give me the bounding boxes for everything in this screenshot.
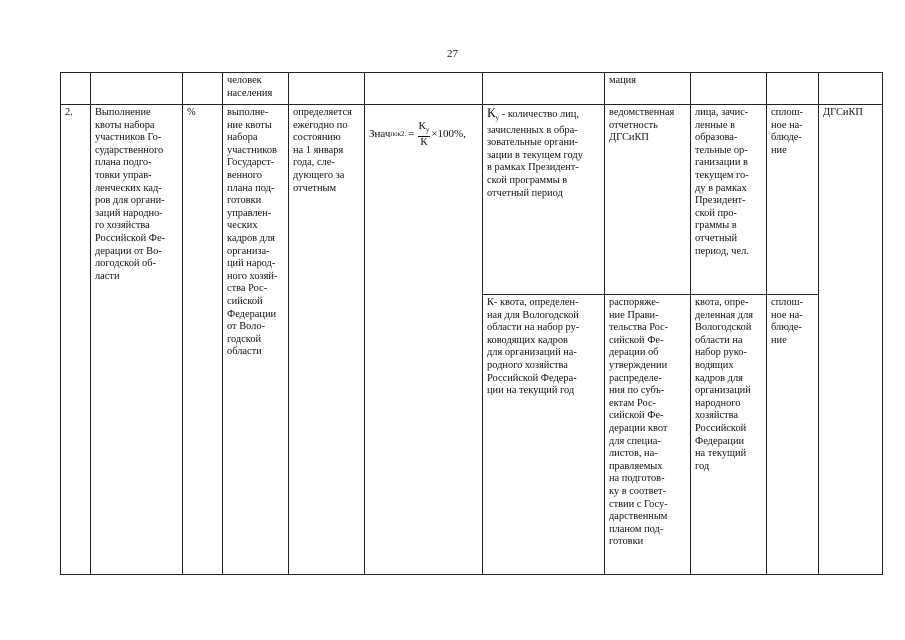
- data-source-ku: [605, 105, 691, 295]
- text-line: ние: [771, 334, 787, 346]
- header-cell-7: [483, 73, 605, 105]
- text-line: плана подго-: [95, 157, 152, 169]
- text-line: К- квота, определен-: [487, 297, 579, 308]
- text-line: состоянию: [293, 132, 341, 144]
- text-line: квота, опре-: [695, 297, 749, 308]
- text-line: Вологодской: [695, 322, 752, 334]
- text-line: набора: [227, 132, 258, 144]
- text-line: Российской Федера-: [487, 372, 577, 384]
- text-line: определяется: [293, 107, 352, 118]
- text-line: ской программы в: [487, 175, 568, 187]
- text-line: для специа-: [609, 435, 661, 447]
- unit-description-k: [691, 295, 767, 575]
- text-line: водящих: [695, 359, 734, 371]
- data-source-k: [605, 295, 691, 575]
- text-line: распределе-: [609, 372, 662, 384]
- text-line: ду в рамках: [695, 182, 747, 194]
- text-line: ров для органи-: [95, 195, 165, 207]
- text-line: утверждении: [609, 359, 668, 371]
- text-line: на 1 января: [293, 144, 344, 156]
- text-line: ведомственная: [609, 107, 675, 118]
- collection-method-k: [767, 295, 819, 575]
- text-line: хозяйства: [695, 410, 738, 422]
- text-line: участников: [227, 144, 277, 156]
- text-line: ленческих кад-: [95, 182, 162, 194]
- text-line: ектам Рос-: [609, 397, 657, 409]
- text-line: населения: [227, 87, 273, 99]
- text-line: области на: [695, 334, 743, 346]
- indicator-name: [91, 105, 183, 575]
- text-line: го хозяйства: [95, 220, 150, 232]
- unit-of-measure: %: [183, 105, 223, 575]
- indicator-row-1: [61, 105, 883, 295]
- row-number: 2.: [61, 105, 91, 575]
- text-line: дующего за: [293, 169, 345, 181]
- text-line: Президент-: [695, 195, 746, 207]
- text-line: ние квоты: [227, 119, 272, 131]
- text-line: ства Рос-: [227, 283, 268, 295]
- text-line: народного: [695, 397, 741, 409]
- indicator-definition: [223, 105, 289, 575]
- text-line: Выполнение: [95, 107, 151, 118]
- indicator-table: [60, 72, 883, 575]
- text-line: сплош-: [771, 297, 804, 308]
- collection-method-ku: [767, 105, 819, 295]
- text-line: кадров для: [227, 232, 275, 244]
- text-line: квоты набора: [95, 119, 155, 131]
- text-line: управлен-: [227, 207, 272, 219]
- text-line: сийской Фе-: [609, 334, 664, 346]
- text-line: дерации квот: [609, 422, 668, 434]
- text-line: Государст-: [227, 157, 275, 169]
- text-line: Российской Фе-: [95, 232, 166, 244]
- text-line: блюде-: [771, 132, 802, 144]
- text-line: Федерации: [227, 308, 277, 320]
- text-line: отчетность: [609, 119, 658, 131]
- periodicity: [289, 105, 365, 575]
- text-line: тельные ор-: [695, 144, 748, 156]
- text-line: организаций: [695, 385, 751, 397]
- header-cell-11: [819, 73, 883, 105]
- text-line: распоряже-: [609, 297, 660, 308]
- text-line: ние Прави-: [609, 309, 659, 321]
- text-line: ная для Вологодской: [487, 309, 579, 321]
- text-line: логодской об-: [95, 258, 156, 270]
- header-cell-6: [365, 73, 483, 105]
- text-line: отчетным: [293, 182, 337, 194]
- text-line: годской: [227, 333, 262, 345]
- text-line: зации в текущем году: [487, 149, 583, 161]
- text-line: ческих: [227, 220, 258, 232]
- header-cell-9: [691, 73, 767, 105]
- base-indicator-ku: $К_у$ - количество лиц, зачисленных в обра- зовательные органи- зации в текущем году в рамках Президент- ской программы в отчетный период: [483, 105, 605, 295]
- text-line: сийской: [227, 295, 263, 307]
- unit-description-ku: [691, 105, 767, 295]
- calculation-formula: Знач пок2. = $\frac{К_у}{К}$ ×100%,: [369, 120, 466, 149]
- text-line: зовательные органи-: [487, 137, 579, 149]
- text-line: в рамках Президент-: [487, 162, 579, 174]
- text-line: ствии с Госу-: [609, 498, 668, 510]
- text-line: текущем го-: [695, 169, 749, 181]
- text-line: Российской: [695, 422, 747, 434]
- text-line: ния по субъ-: [609, 385, 665, 397]
- text-line: ное на-: [771, 119, 803, 131]
- text-line: период, чел.: [695, 245, 749, 257]
- text-line: - количество лиц,: [501, 109, 579, 120]
- text-line: товки управ-: [95, 169, 152, 181]
- text-line: области на набор ру-: [487, 322, 580, 334]
- text-line: дарственным: [609, 511, 668, 523]
- text-line: деленная для: [695, 309, 754, 321]
- text-line: тельства Рос-: [609, 322, 669, 334]
- text-line: листов, на-: [609, 448, 658, 460]
- text-line: венного: [227, 169, 262, 181]
- header-row: [61, 73, 883, 105]
- text-line: сплош-: [771, 107, 804, 118]
- text-line: года, сле-: [293, 157, 335, 169]
- text-line: сийской Фе-: [609, 410, 664, 422]
- text-line: ку в соответ-: [609, 485, 667, 497]
- text-line: зачисленных в обра-: [487, 124, 578, 136]
- text-line: планом под-: [609, 523, 664, 535]
- text-line: образова-: [695, 132, 738, 144]
- header-cell-3: [183, 73, 223, 105]
- header-cell-1: [61, 73, 91, 105]
- text-line: ежегодно по: [293, 119, 348, 131]
- header-cell-10: [767, 73, 819, 105]
- ku-description: [487, 109, 583, 199]
- text-line: ции на текущий год: [487, 385, 575, 397]
- text-line: от Воло-: [227, 321, 266, 333]
- text-line: организа-: [227, 245, 270, 257]
- text-line: Федерации: [695, 435, 745, 447]
- text-line: ного хозяй-: [227, 270, 278, 282]
- text-line: граммы в: [695, 220, 737, 232]
- text-line: родного хозяйства: [487, 359, 568, 371]
- text-line: выполне-: [227, 107, 269, 118]
- page-number: 27: [447, 48, 458, 60]
- text-line: кадров для: [695, 372, 743, 384]
- text-line: ное на-: [771, 309, 803, 321]
- text-line: ленные в: [695, 119, 736, 131]
- text-line: отчетный: [695, 232, 738, 244]
- text-line: дерации об: [609, 347, 659, 359]
- text-line: год: [695, 460, 710, 472]
- text-line: ние: [771, 144, 787, 156]
- text-line: отчетный период: [487, 187, 563, 199]
- text-line: ДГСиКП: [609, 132, 649, 144]
- text-line: ской про-: [695, 207, 737, 219]
- text-line: на подготов-: [609, 473, 665, 485]
- header-cell-4: [223, 73, 289, 105]
- header-cell-2: [91, 73, 183, 105]
- text-line: мация: [609, 75, 637, 86]
- responsible-body: ДГСиКП: [819, 105, 883, 575]
- text-line: готовки: [227, 195, 262, 207]
- text-line: на текущий: [695, 448, 747, 460]
- text-line: ций народ-: [227, 258, 276, 270]
- formula-cell: [365, 105, 483, 575]
- text-line: блюде-: [771, 322, 802, 334]
- text-line: дерации от Во-: [95, 245, 162, 257]
- text-line: готовки: [609, 536, 644, 548]
- text-line: ганизации в: [695, 157, 748, 169]
- text-line: правляемых: [609, 460, 663, 472]
- text-line: сударственного: [95, 144, 164, 156]
- text-line: набор руко-: [695, 347, 747, 359]
- header-cell-8: [605, 73, 691, 105]
- text-line: лица, зачис-: [695, 107, 749, 118]
- text-line: для организаций на-: [487, 347, 577, 359]
- text-line: плана под-: [227, 182, 275, 194]
- base-indicator-k: [483, 295, 605, 575]
- header-cell-5: [289, 73, 365, 105]
- text-line: заций народно-: [95, 207, 163, 219]
- text-line: ководящих кадров: [487, 334, 568, 346]
- text-line: человек: [227, 75, 262, 86]
- text-line: участников Го-: [95, 132, 162, 144]
- text-line: области: [227, 346, 262, 358]
- text-line: ласти: [95, 270, 120, 282]
